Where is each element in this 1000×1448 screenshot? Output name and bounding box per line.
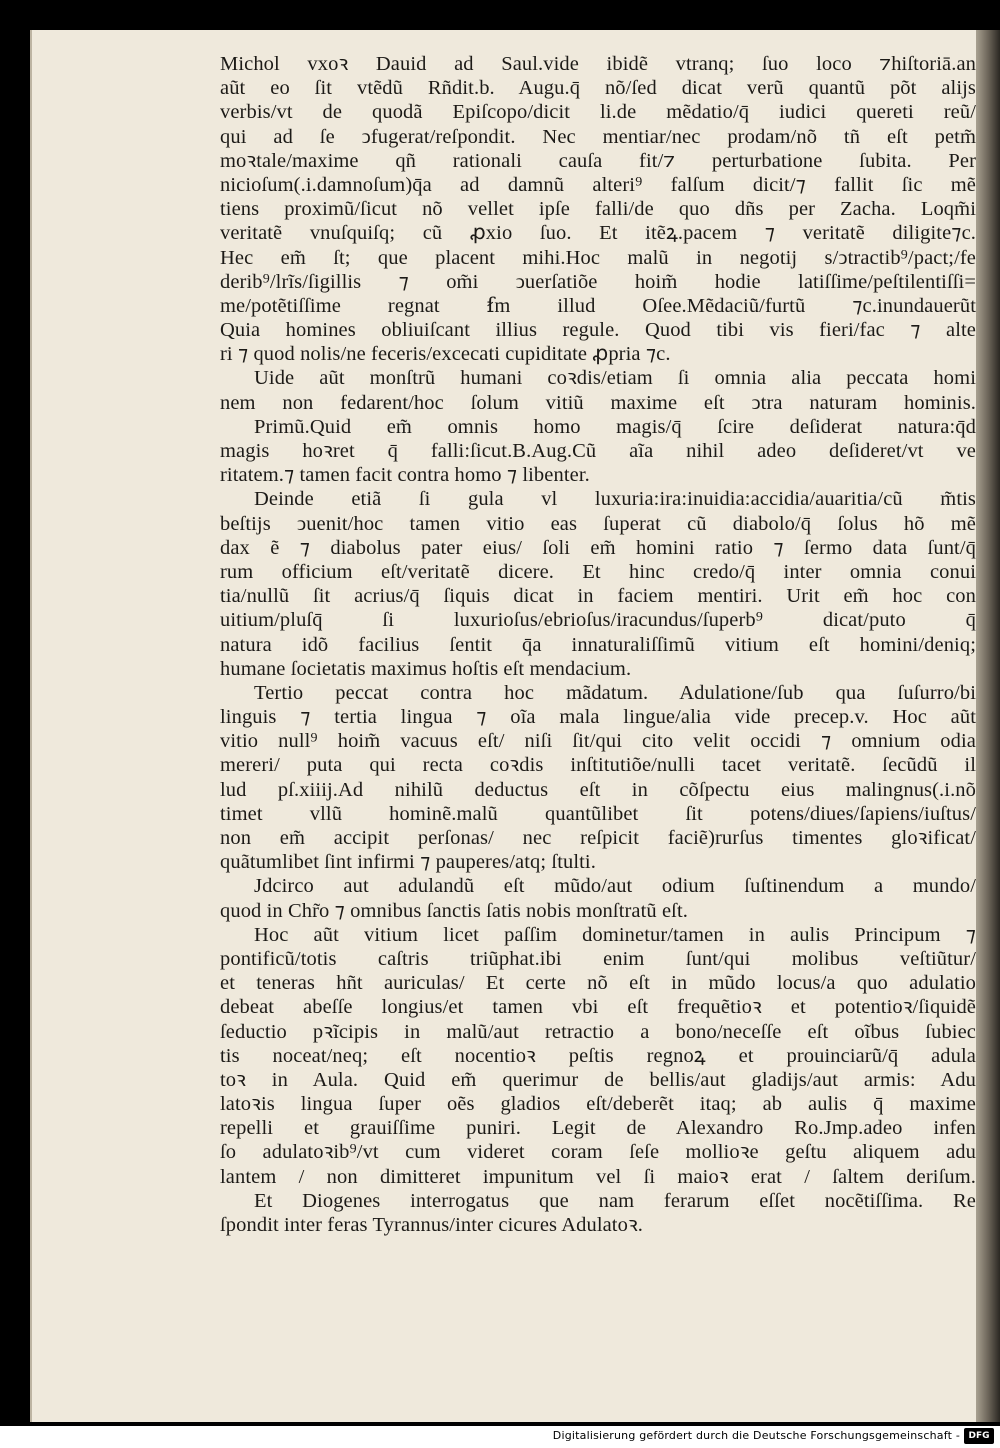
text-line: qui ad ſe ↄfugerat/reſpondit. Nec mentiar/nec prodam/nõ tñ eſt petm̃ xyxy=(220,125,976,148)
text-line: beſtijs ↄuenit/hoc tamen vitio eas ſuperat cũ diabolo/q̄ ſolus hõ mẽ xyxy=(220,512,976,535)
text-line: pontificũ/totis caſtris triũphat.ibi enim ſunt/qui molibus veſtiũtur/ xyxy=(220,947,976,970)
text-line: Deinde etiã ſi gula vl luxuria:ira:inuidia:accidia/auaritia/cũ m̃tis xyxy=(254,488,976,511)
text-line: derib⁹/lrĩs/ſigillis ⁊ om̃i ↄuerſatiõe hoim̃ hodie latiſſime/peſtilentiſſi= xyxy=(220,270,976,293)
text-line: quod in Chr̃o ⁊ omnibus ſanctis ſatis nobis monſtratũ eſt. xyxy=(220,899,689,922)
text-line: lud pſ.xiiij.Ad nihilũ deductus eſt in cõſpectu eius malingnus(.i.nõ xyxy=(220,778,976,801)
text-line: uitium/pluſq̄ ſi luxurioſus/ebrioſus/iracundus/ſuperb⁹ dicat/puto q̄ xyxy=(220,609,976,632)
text-line: tiens proximũ/ſicut nõ vellet ipſe falli/de quo dñs per Zacha. Loqm̃i xyxy=(220,198,976,221)
text-line: quãtumlibet ſint infirmi ⁊ pauperes/atq; ſtulti. xyxy=(220,851,596,874)
text-line: aũt eo ſit vtẽdũ Rñdit.b. Augu.q̄ nõ/ſed dicat verũ quantũ põt alijs xyxy=(220,77,976,100)
page-edge-shadow xyxy=(976,30,1000,1422)
text-line: humane ſocietatis maximus hoſtis eſt mendacium. xyxy=(220,657,632,680)
text-line: moꝛtale/maxime qñ rationali cauſa fit/⁊ perturbatione ſubita. Per xyxy=(220,149,976,172)
text-line: mereri/ puta qui recta coꝛdis inſtitutiõe/nulli tacet veritatẽ. ſecũdũ il xyxy=(220,754,976,777)
text-line: lantem / non dimitteret impunitum vel ſi maioꝛ erat / ſaltem deriſum. xyxy=(220,1165,976,1188)
text-line: nem non fedarent/hoc ſolum vitiũ maxime eſt ↄtra naturam hominis. xyxy=(220,391,976,414)
text-line: ſpondit inter feras Tyrannus/inter cicures Adulatoꝛ. xyxy=(220,1214,643,1236)
text-line: Hec em̃ ſt; que placent mihi.Hoc malũ in negotij s/ↄtractib⁹/pact;/fe xyxy=(220,246,976,269)
text-line: latoꝛis lingua ſuper oẽs gladios eſt/deberẽt itaq; ab aulis q̄ maxime xyxy=(220,1093,976,1116)
text-line: et teneras hñt auriculas/ Et certe nõ eſt in mũdo locus/a quo adulatio xyxy=(220,972,976,995)
text-line: non em̃ accipit perſonas/ nec reſpicit faciẽ)rurſus timentes gloꝛificat/ xyxy=(220,827,976,849)
text-line: repelli et grauiſſime puniri. Legit de Alexandro Ro.Jmp.adeo infen xyxy=(220,1117,976,1140)
text-line: magis hoꝛret q̄ falli:ſicut.B.Aug.Cũ aĩa nihil adeo deſideret/vt ve xyxy=(220,440,976,462)
dfg-logo: DFG xyxy=(964,1428,994,1444)
text-line: ritatem.⁊ tamen facit contra homo ⁊ libenter. xyxy=(220,464,590,487)
text-line: Hoc aũt vitium licet paſſim dominetur/tamen in aulis Principum ⁊ xyxy=(254,923,976,946)
text-line: Uide aũt monſtrũ humani coꝛdis/etiam ſi omnia alia peccata homi xyxy=(254,367,976,390)
text-line: nicioſum(.i.damnoſum)q̄a ad damnũ alteri⁹ falſum dicit/⁊ fallit ſic mẽ xyxy=(220,173,976,196)
text-line: veritatẽ vnuſquiſq; cũ ꝓxio ſuo. Et itẽꝝ.pacem ⁊ veritatẽ diligite⁊c. xyxy=(220,222,976,245)
text-line: natura idõ facilius ſentit q̄a innaturaliſſimũ vitium eſt homini/deniq; xyxy=(220,633,976,656)
text-line: me/potẽtiſſime regnat ẜm illud Oſee.Mẽdaciũ/furtũ ⁊c.inundauerũt xyxy=(220,294,976,317)
text-line: Tertio peccat contra hoc mãdatum. Adulatione/ſub qua ſuſurro/bi xyxy=(254,681,976,704)
text-line: rum officium eſt/veritatẽ dicere. Et hinc credo/q̄ inter omnia conui xyxy=(220,560,976,583)
text-line: timet vllũ hominẽ.malũ quantũlibet ſit potens/diues/ſapiens/iuſtus/ xyxy=(220,802,976,825)
text-line: vitio null⁹ hoim̃ vacuus eſt/ niſi ſit/qui cito velit occidi ⁊ omnium odia xyxy=(220,730,976,753)
text-line: ri ⁊ quod nolis/ne feceris/excecati cupiditate ꝓpria ⁊c. xyxy=(220,343,671,366)
text-line: toꝛ in Aula. Quid em̃ querimur de bellis/aut gladijs/aut armis: Adu xyxy=(220,1068,976,1091)
text-line: Jdcirco aut adulandũ eſt mũdo/aut odium ſuſtinendum a mundo/ xyxy=(254,875,976,898)
text-line: Primũ.Quid em̃ omnis homo magis/q̄ ſcire deſiderat natura:q̄d xyxy=(254,415,976,438)
text-line: verbis/vt de quodã Epiſcopo/dicit li.de mẽdatio/q̄ iudici quereti reũ/ xyxy=(220,101,976,124)
text-line: dax ẽ ⁊ diabolus pater eius/ ſoli em̃ homini ratio ⁊ ſermo data ſunt/q̄ xyxy=(220,536,976,559)
text-line: ſeductio pꝛĩcipis in malũ/aut retractio a bono/neceſſe eſt oĩbus ſubiec xyxy=(220,1020,976,1043)
footer-bar xyxy=(0,1426,1000,1448)
text-line: ſo adulatoꝛib⁹/vt cum videret coram ſeſe mollioꝛe geſtu aliquem adu xyxy=(220,1141,976,1164)
text-line: debeat abeſſe longius/et tamen vbi eſt frequẽtioꝛ et potentioꝛ/ſiquidẽ xyxy=(220,996,976,1019)
text-line: linguis ⁊ tertia lingua ⁊ oĩa mala lingue/alia vide precep.v. Hoc aũt xyxy=(220,706,976,729)
text-line: Michol vxoꝛ Dauid ad Saul.vide ibidẽ vtranq; ſuo loco ⁊hiſtoriā.an xyxy=(220,53,976,75)
text-line: Quia homines obliuiſcant illius regule. Quod tibi vis fieri/fac ⁊ alte xyxy=(220,319,976,342)
footer-credit: Digitalisierung gefördert durch die Deutsche Forschungsgemeinschaft - xyxy=(552,1429,960,1442)
text-line: Et Diogenes interrogatus que nam ferarum eſſet nocẽtiſſima. Re xyxy=(254,1189,976,1212)
text-line: tis noceat/neq; eſt nocentioꝛ peſtis regnoꝝ et prouinciarũ/q̄ adula xyxy=(220,1044,976,1067)
text-line: tia/nullũ ſit acrius/q̄ ſiquis dicat in faciem mentiri. Urit em̃ hoc con xyxy=(220,585,976,608)
text-block xyxy=(220,52,976,1237)
